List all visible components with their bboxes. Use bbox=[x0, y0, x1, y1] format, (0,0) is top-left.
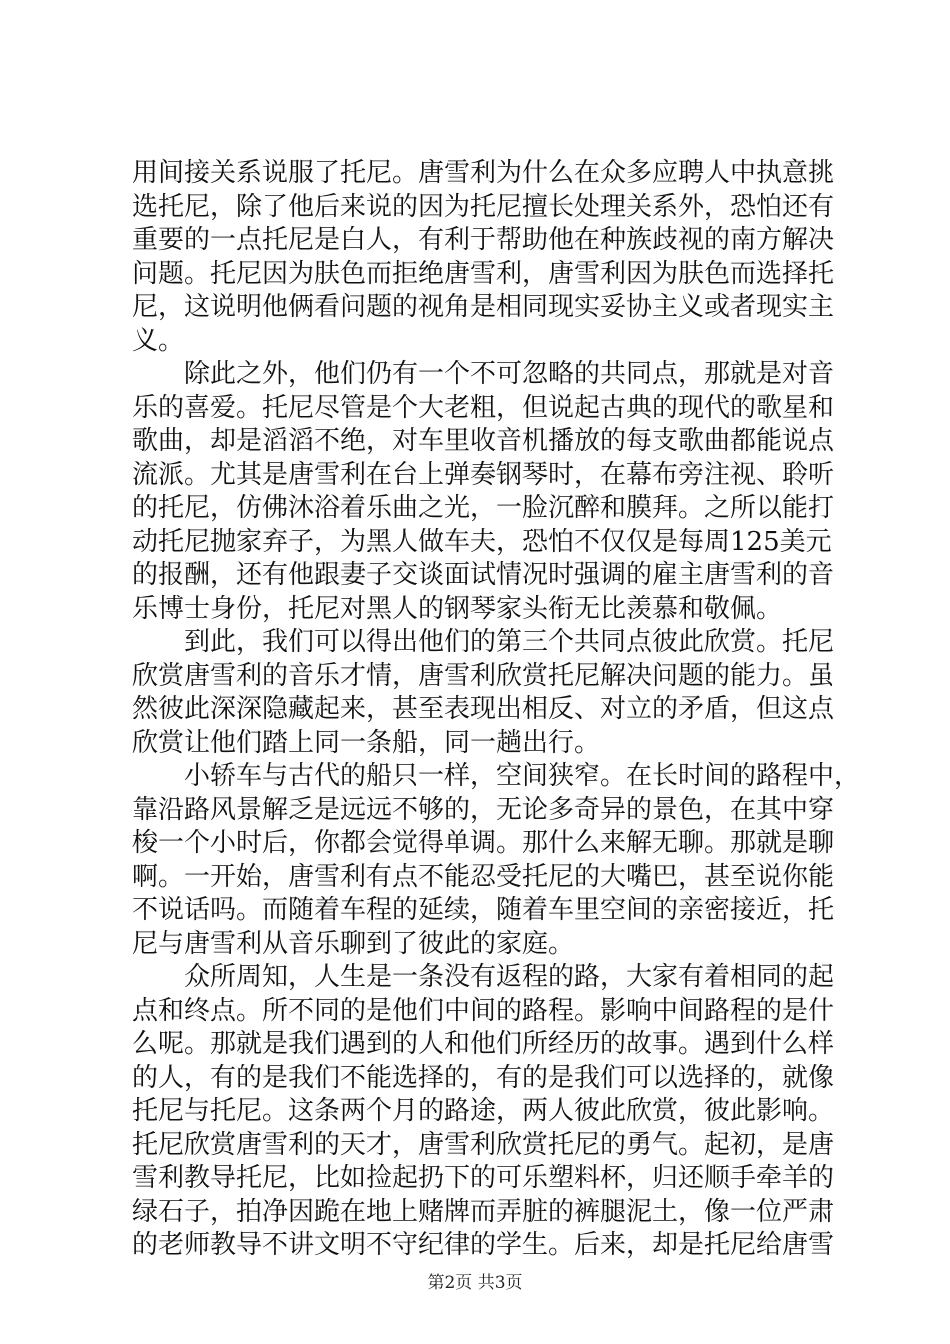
text-line: 梭一个小时后，你都会觉得单调。那什么来解无聊。那就是聊 bbox=[132, 828, 835, 858]
text-line: 流派。尤其是唐雪利在台上弹奏钢琴时，在幕布旁注视、聆听 bbox=[132, 459, 835, 490]
text-line: 义。 bbox=[132, 325, 185, 356]
body-text bbox=[132, 157, 861, 1263]
text-line: 选托尼，除了他后来说的因为托尼擅长处理关系外，恐怕还有 bbox=[132, 191, 835, 222]
text-line: 的报酬，还有他跟妻子交谈面试情况时强调的雇主唐雪利的音 bbox=[132, 560, 835, 590]
text-line: 歌曲，却是滔滔不绝，对车里收音机播放的每支歌曲都能说点 bbox=[132, 426, 835, 456]
page-footer: 第2页 共3页 bbox=[427, 1273, 523, 1293]
text-line: 动托尼抛家弃子，为黑人做车夫，恐怕不仅仅是每周125美元 bbox=[132, 526, 832, 557]
text-line: 到此，我们可以得出他们的第三个共同点彼此欣赏。托尼 bbox=[132, 627, 835, 657]
text-line: 绿石子，拍净因跪在地上赌牌而弄脏的裤腿泥土，像一位严肃 bbox=[132, 1196, 835, 1227]
text-line: 的人，有的是我们不能选择的，有的是我们可以选择的，就像 bbox=[132, 1062, 835, 1093]
text-line: 么呢。那就是我们遇到的人和他们所经历的故事。遇到什么样 bbox=[132, 1029, 835, 1059]
text-line: 雪利教导托尼，比如捡起扔下的可乐塑料杯，归还顺手牵羊的 bbox=[132, 1163, 835, 1193]
text-line: 重要的一点托尼是白人，有利于帮助他在种族歧视的南方解决 bbox=[132, 225, 835, 255]
text-line: 欣赏唐雪利的音乐才情，唐雪利欣赏托尼解决问题的能力。虽 bbox=[132, 660, 835, 691]
text-line: 尼，这说明他俩看问题的视角是相同现实妥协主义或者现实主 bbox=[132, 292, 835, 322]
text-line: 托尼欣赏唐雪利的天才，唐雪利欣赏托尼的勇气。起初，是唐 bbox=[132, 1129, 835, 1160]
text-line: 乐的喜爱。托尼尽管是个大老粗，但说起古典的现代的歌星和 bbox=[132, 392, 835, 423]
text-line: 靠沿路风景解乏是远远不够的，无论多奇异的景色，在其中穿 bbox=[132, 794, 835, 825]
text-line: 除此之外，他们仍有一个不可忽略的共同点，那就是对音 bbox=[132, 359, 835, 389]
text-line: 问题。托尼因为肤色而拒绝唐雪利，唐雪利因为肤色而选择托 bbox=[132, 258, 835, 289]
text-line: 然彼此深深隐藏起来，甚至表现出相反、对立的矛盾，但这点 bbox=[132, 694, 835, 724]
text-line: 托尼与托尼。这条两个月的路途，两人彼此欣赏，彼此影响。 bbox=[132, 1096, 835, 1126]
text-line: 不说话吗。而随着车程的延续，随着车里空间的亲密接近，托 bbox=[132, 895, 835, 925]
text-line: 的老师教导不讲文明不守纪律的学生。后来，却是托尼给唐雪 bbox=[132, 1230, 835, 1260]
text-line: 啊。一开始，唐雪利有点不能忍受托尼的大嘴巴，甚至说你能 bbox=[132, 861, 835, 892]
text-line: 尼与唐雪利从音乐聊到了彼此的家庭。 bbox=[132, 928, 575, 959]
text-line: 的托尼，仿佛沐浴着乐曲之光，一脸沉醉和膜拜。之所以能打 bbox=[132, 493, 835, 523]
text-line: 众所周知，人生是一条没有返程的路，大家有着相同的起 bbox=[132, 962, 835, 992]
text-line: 用间接关系说服了托尼。唐雪利为什么在众多应聘人中执意挑 bbox=[132, 158, 835, 188]
text-line: 乐博士身份，托尼对黑人的钢琴家头衔无比羡慕和敬佩。 bbox=[132, 593, 783, 624]
text-line: 小轿车与古代的船只一样，空间狭窄。在长时间的路程中， bbox=[132, 761, 861, 791]
text-line: 点和终点。所不同的是他们中间的路程。影响中间路程的是什 bbox=[132, 995, 835, 1026]
text-line: 欣赏让他们踏上同一条船，同一趟出行。 bbox=[132, 727, 601, 758]
